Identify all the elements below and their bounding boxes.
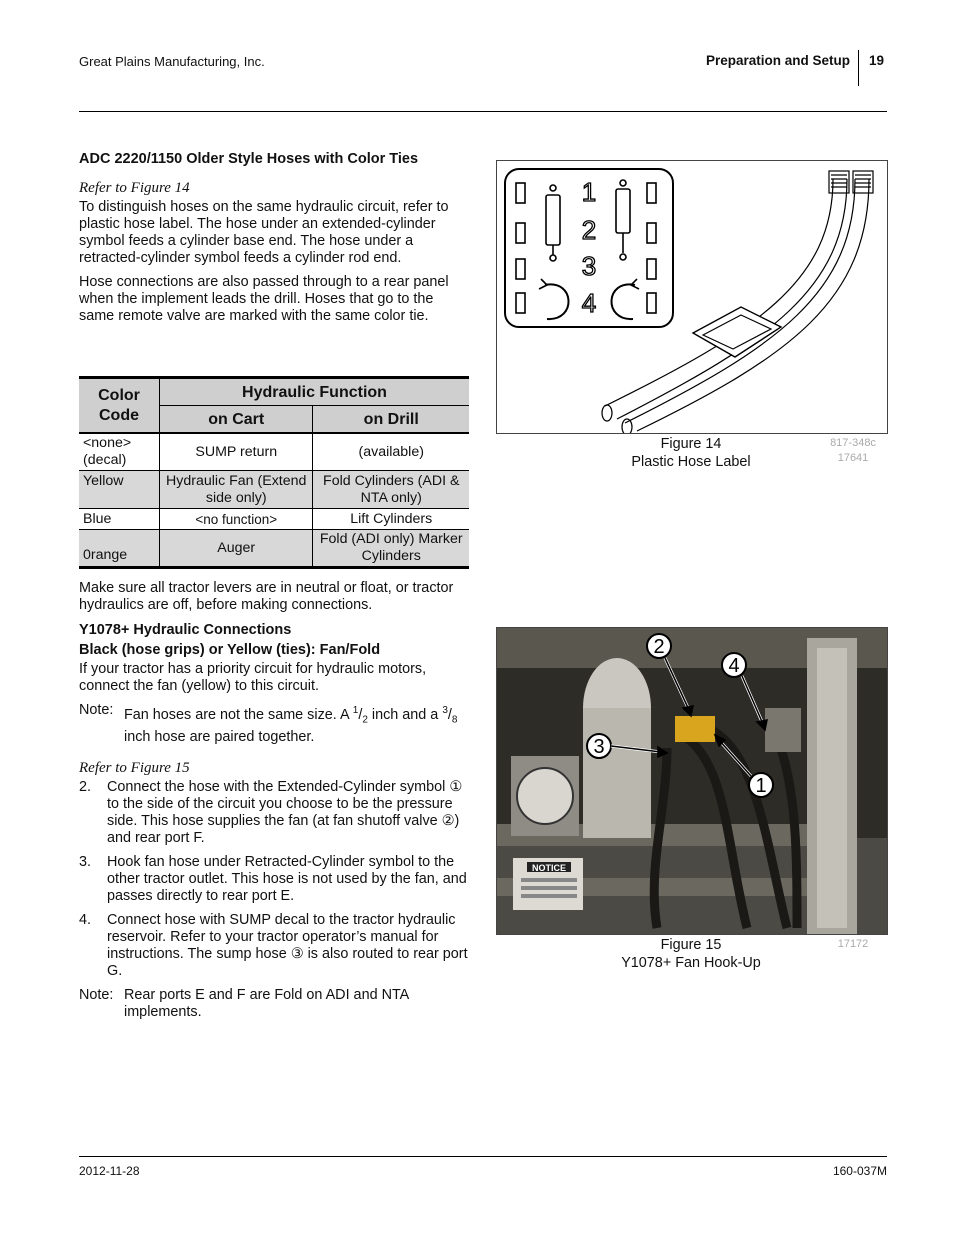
- section2-subtitle: Black (hose grips) or Yellow (ties): Fan/Fold: [79, 642, 381, 658]
- note-label: Note:: [79, 986, 114, 1003]
- note-text: Fan hoses are not the same size. A $^1/_2$ inch and a $^3/_8$ inch hose are paired together.: [124, 705, 458, 745]
- cell-code: Yellow: [79, 471, 160, 509]
- figure14-id1: 817-348c: [830, 437, 876, 449]
- section2-title: Y1078+ Hydraulic Connections: [79, 622, 292, 638]
- table-row: [79, 509, 469, 530]
- callout-4: 4: [728, 655, 740, 677]
- callout-3: 3: [593, 736, 605, 758]
- cell-drill: Fold Cylinders (ADI & NTA only): [313, 471, 469, 509]
- section-title: Preparation and Setup: [705, 53, 850, 68]
- note-rear-ports: [79, 987, 471, 1021]
- hydraulic-function-table: [79, 376, 469, 569]
- th-color-code: Color Code: [79, 378, 160, 434]
- th-hydraulic-function: Hydraulic Function: [160, 378, 470, 406]
- figure14-image: [496, 160, 888, 434]
- label-number-4: 4: [581, 288, 597, 318]
- figure15-caption: [591, 936, 791, 972]
- figure14-caption-title: Plastic Hose Label: [631, 454, 751, 470]
- figure15-caption-number: Figure 15: [660, 937, 722, 953]
- figure15-photo: [496, 627, 888, 935]
- cell-drill: Fold (ADI only) Marker Cylinders: [313, 530, 469, 568]
- footer-doc-number: 160-037M: [832, 1164, 887, 1178]
- figure15-caption-title: Y1078+ Fan Hook-Up: [621, 955, 761, 971]
- cell-drill: Lift Cylinders: [350, 510, 433, 527]
- table-row: [79, 433, 469, 471]
- section1-ref: Refer to Figure 14: [79, 180, 190, 196]
- section2: [79, 580, 471, 1021]
- cell-code: <none> (decal): [79, 433, 160, 471]
- cell-cart: <no function>: [160, 509, 313, 530]
- figure15-id: 17172: [837, 938, 869, 950]
- list-item: 4. Connect hose with SUMP decal to the tractor hydraulic reservoir. Refer to your tractor operator’s manual for instructions. The sump hose ③ is also routed to rear port G.: [79, 911, 468, 979]
- figure14-caption: [591, 435, 791, 471]
- label-number-3: 3: [581, 251, 597, 281]
- figure14-ids: [820, 436, 886, 466]
- section2-ref: Refer to Figure 15: [79, 759, 190, 776]
- notice-decal-text: NOTICE: [531, 863, 567, 873]
- after-table-text: Make sure all tractor levers are in neutral or float, or tractor hydraulics are off, before making connections.: [79, 580, 454, 613]
- figure14-id2: 17641: [837, 452, 869, 464]
- cell-code: 0range: [79, 530, 160, 568]
- callout-1: 1: [755, 775, 767, 797]
- callout-2: 2: [653, 636, 665, 658]
- company-name: Great Plains Manufacturing, Inc.: [79, 54, 265, 69]
- note-fan-hoses: [79, 702, 471, 746]
- fan-hookup-photo: [497, 628, 887, 934]
- section1: [79, 151, 471, 332]
- steps-list: [79, 779, 471, 980]
- section1-p2: Hose connections are also passed through to a rear panel when the implement leads the drill. Hoses that go to the same remote valve are marked with the same color tie.: [79, 274, 449, 324]
- cell-cart: Hydraulic Fan (Extend side only): [160, 471, 313, 509]
- list-item: 2. Connect the hose with the Extended-Cylinder symbol ① to the side of the circuit you choose to be the pressure side. This hose supplies the fan (at fan shutoff valve ②) and rear port F.: [79, 778, 463, 846]
- section2-p1: If your tractor has a priority circuit for hydraulic motors, connect the fan (yellow) to this circuit.: [79, 661, 427, 694]
- footer-rule: [79, 1156, 887, 1157]
- label-number-2: 2: [581, 215, 597, 245]
- th-on-cart: on Cart: [160, 406, 313, 434]
- note-label: Note:: [79, 702, 114, 718]
- header-rule: [79, 111, 887, 112]
- page-number: 19: [869, 53, 885, 68]
- cell-drill: (available): [358, 443, 424, 460]
- list-item: 3. Hook fan hose under Retracted-Cylinder symbol to the other tractor outlet. This hose is not used by the fan, and passes directly to rear port E.: [79, 853, 467, 904]
- section1-title: ADC 2220/1150 Older Style Hoses with Color Ties: [79, 151, 419, 167]
- hose-label-illustration: [497, 161, 887, 433]
- section1-p1: To distinguish hoses on the same hydraulic circuit, refer to plastic hose label. The hose under an extended-cylinder symbol feeds a cylinder base end. The hose under a retracted-cylinder symbol feeds a cylinder rod end.: [79, 199, 449, 266]
- th-on-drill: on Drill: [313, 406, 469, 434]
- table-row: [79, 471, 469, 509]
- figure14-caption-number: Figure 14: [660, 436, 722, 452]
- cell-cart: Auger: [160, 530, 313, 568]
- header-divider: [858, 50, 859, 86]
- cell-cart: SUMP return: [160, 433, 313, 471]
- footer-date: 2012-11-28: [79, 1164, 140, 1178]
- note-text: Rear ports E and F are Fold on ADI and NTA implements.: [124, 986, 409, 1020]
- label-number-1: 1: [581, 177, 597, 207]
- table-row: [79, 530, 469, 568]
- cell-code: Blue: [79, 509, 160, 530]
